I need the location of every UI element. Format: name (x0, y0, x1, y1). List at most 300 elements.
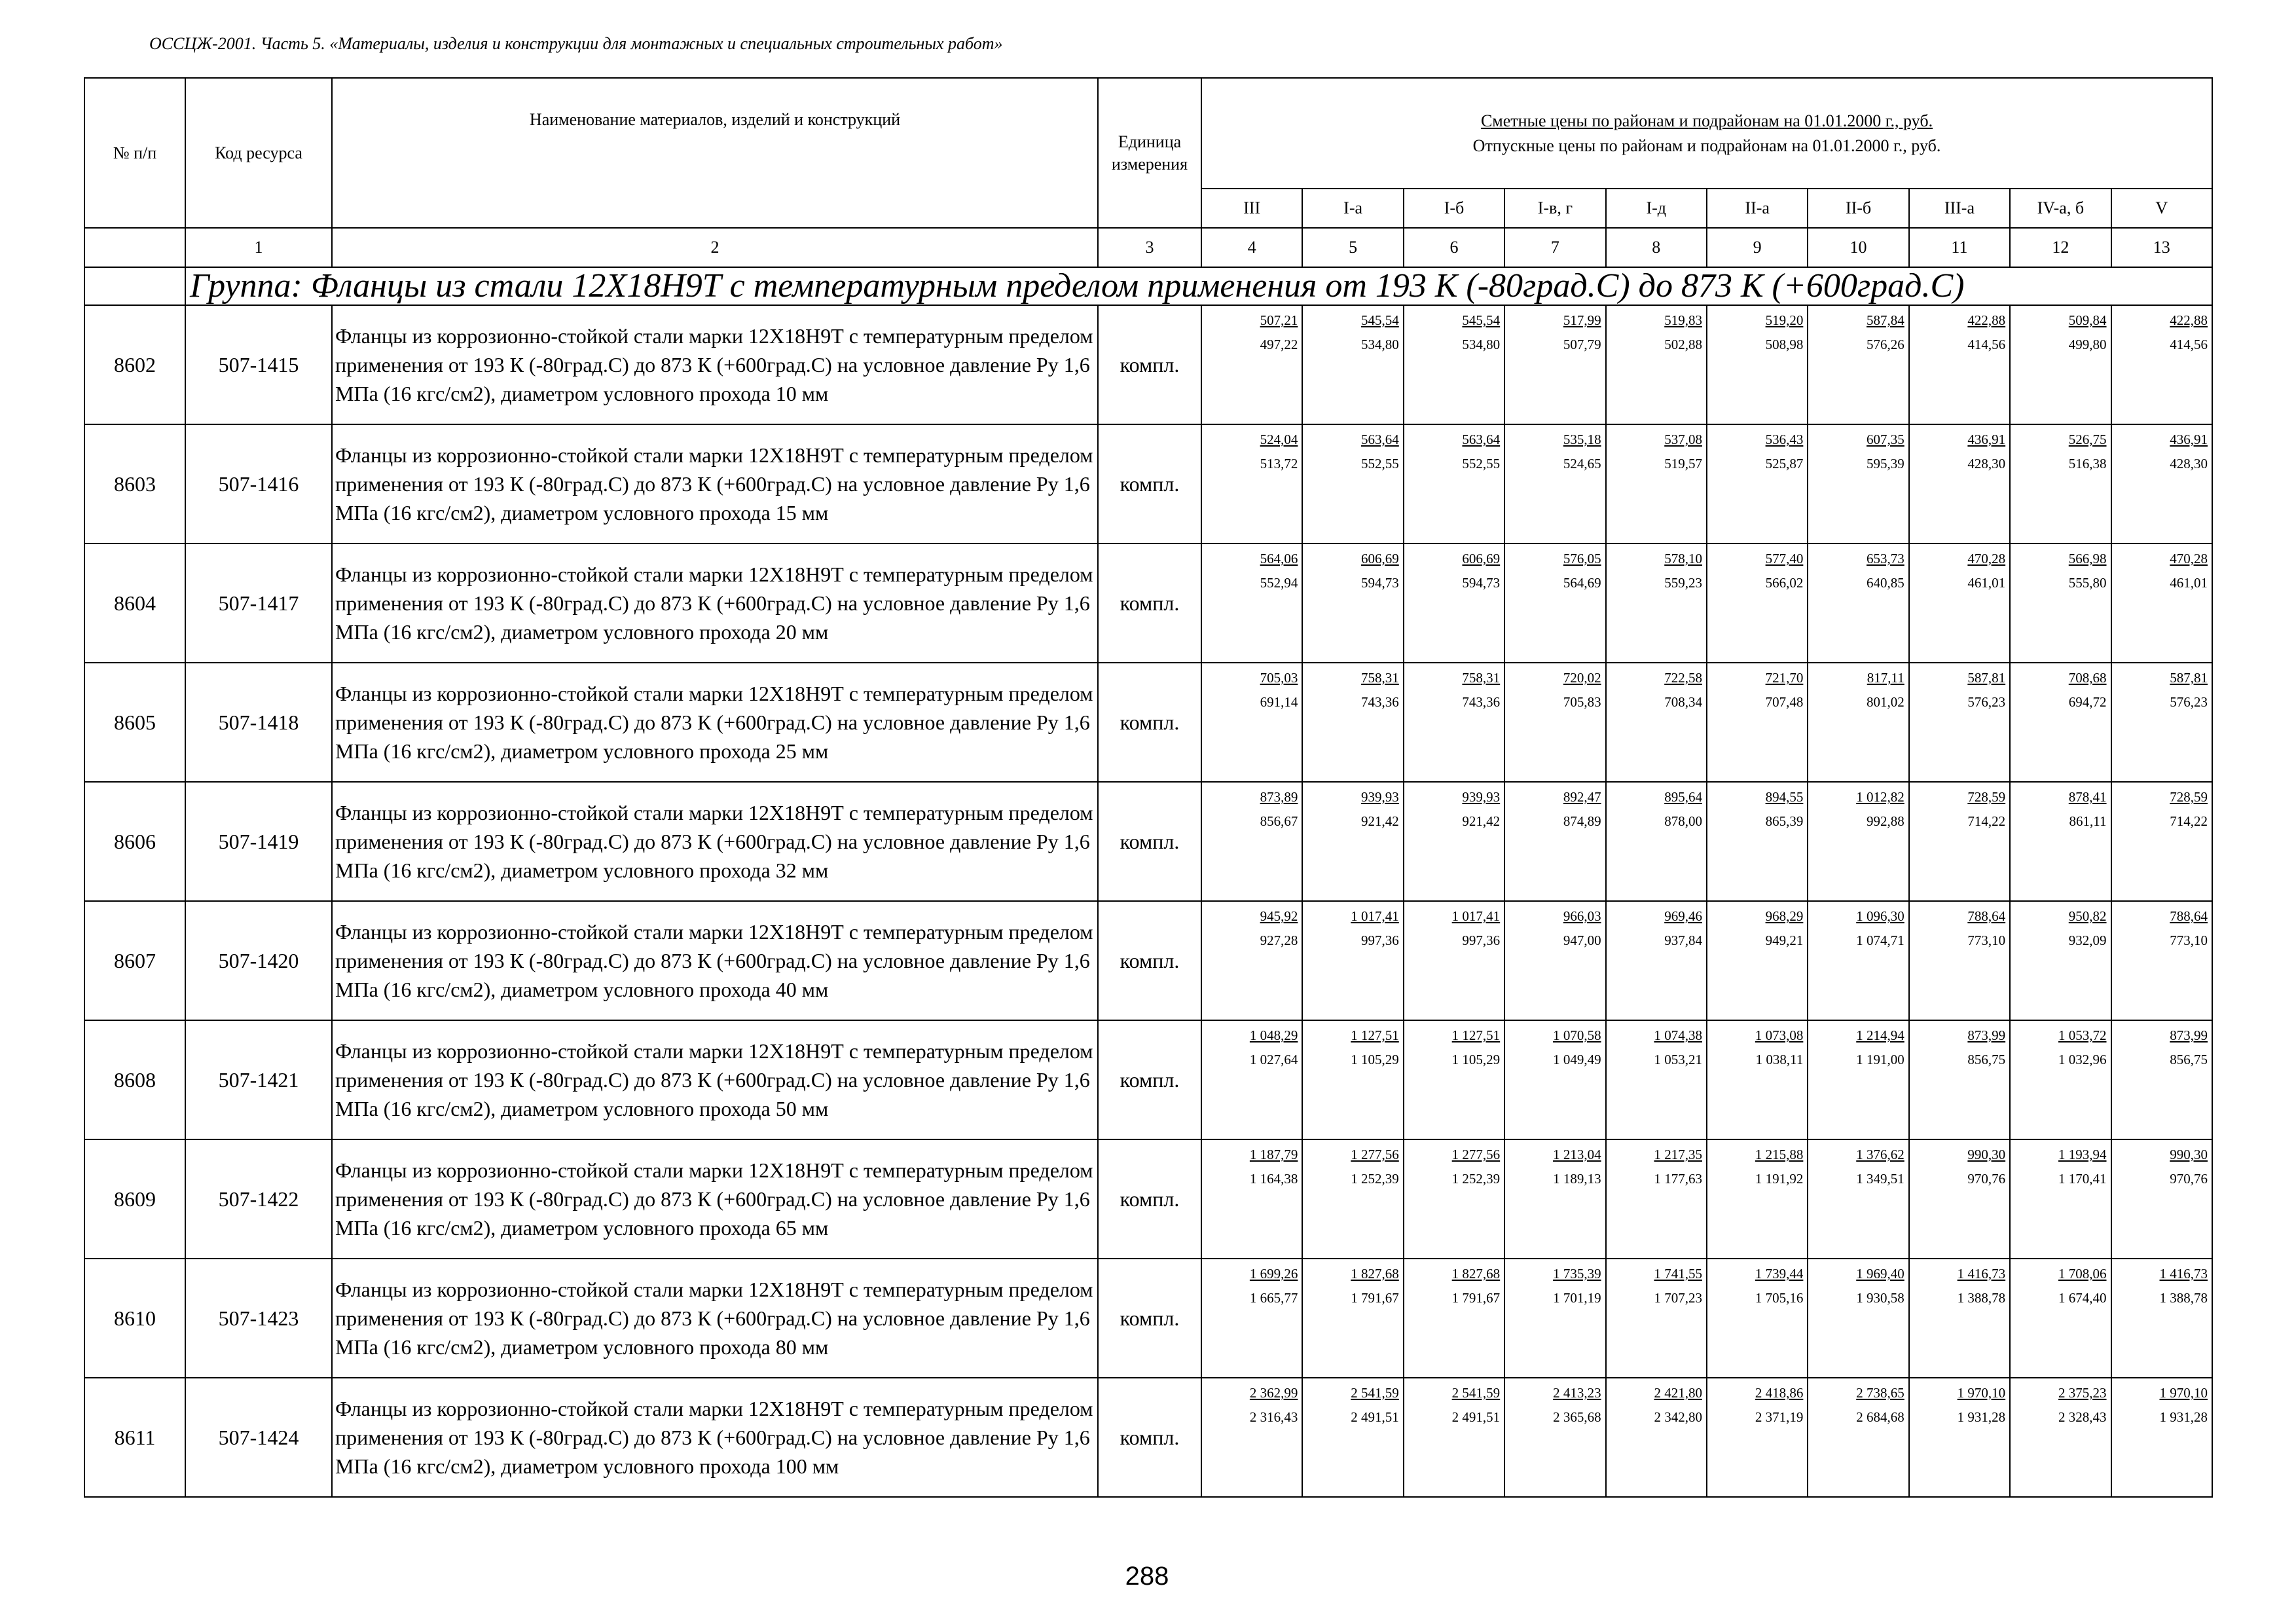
header-region: III-а (1909, 189, 2010, 228)
header-region: I-в, г (1504, 189, 1605, 228)
release-price: 1 053,21 (1654, 1051, 1702, 1067)
resource-code: 507-1418 (185, 663, 332, 782)
price-cell (1707, 1020, 1808, 1139)
estimate-price: 895,64 (1664, 789, 1702, 805)
price-cell (1404, 1378, 1504, 1497)
release-price: 1 170,41 (2058, 1170, 2107, 1187)
price-cell (1606, 305, 1707, 424)
estimate-price: 653,73 (1866, 551, 1904, 566)
price-cell (1606, 782, 1707, 901)
estimate-price: 1 193,94 (2058, 1147, 2107, 1162)
estimate-price: 2 375,23 (2058, 1385, 2107, 1401)
column-number: 4 (1201, 228, 1302, 267)
estimate-price: 990,30 (1967, 1147, 2006, 1162)
estimate-price: 873,99 (1967, 1027, 2006, 1043)
row-number: 8611 (84, 1378, 185, 1497)
resource-code: 507-1424 (185, 1378, 332, 1497)
price-cell (1707, 782, 1808, 901)
resource-code: 507-1420 (185, 901, 332, 1020)
release-price: 552,94 (1260, 574, 1298, 591)
header-region: I-б (1404, 189, 1504, 228)
estimate-price: 1 017,41 (1351, 908, 1399, 924)
estimate-price: 817,11 (1867, 670, 1904, 686)
estimate-price: 1 012,82 (1856, 789, 1904, 805)
estimate-price: 470,28 (1967, 551, 2006, 566)
running-header: ОССЦЖ-2001. Часть 5. «Материалы, изделия и конструкции для монтажных и специальных строительных работ» (149, 34, 1003, 53)
estimate-price: 2 362,99 (1249, 1385, 1298, 1401)
price-cell (2111, 1139, 2213, 1259)
price-cell (1606, 901, 1707, 1020)
price-cell (1302, 1259, 1403, 1378)
estimate-price: 606,69 (1361, 551, 1399, 566)
release-price: 932,09 (2068, 932, 2107, 948)
price-cell (1302, 901, 1403, 1020)
table-row (84, 782, 2212, 901)
price-cell (2111, 901, 2213, 1020)
estimate-price: 578,10 (1664, 551, 1702, 566)
estimate-price: 878,41 (2068, 789, 2107, 805)
release-price: 865,39 (1765, 813, 1804, 829)
price-cell (2010, 782, 2111, 901)
release-price: 2 316,43 (1249, 1409, 1298, 1425)
release-price: 921,42 (1462, 813, 1501, 829)
release-price: 1 791,67 (1451, 1289, 1501, 1306)
release-price: 576,23 (1967, 693, 2006, 710)
price-cell (1404, 424, 1504, 544)
estimate-price: 509,84 (2068, 312, 2107, 328)
release-price: 743,36 (1361, 693, 1399, 710)
price-cell (1909, 544, 2010, 663)
price-cell (1404, 901, 1504, 1020)
price-cell (1909, 901, 2010, 1020)
release-price: 461,01 (1967, 574, 2006, 591)
estimate-price: 758,31 (1361, 670, 1399, 686)
price-cell (1707, 663, 1808, 782)
estimate-price: 705,03 (1260, 670, 1298, 686)
price-cell (1504, 901, 1605, 1020)
estimate-price: 968,29 (1765, 908, 1804, 924)
estimate-price: 436,91 (1967, 432, 2006, 447)
release-price: 595,39 (1866, 455, 1904, 471)
estimate-price: 1 376,62 (1856, 1147, 1904, 1162)
price-cell (1201, 1139, 1302, 1259)
release-price: 997,36 (1462, 932, 1501, 948)
release-price: 874,89 (1563, 813, 1601, 829)
price-cell (2010, 1139, 2111, 1259)
header-name: Наименование материалов, изделий и конструкций (332, 78, 1098, 228)
table-row (84, 1020, 2212, 1139)
release-price: 992,88 (1866, 813, 1904, 829)
estimate-price: 1 127,51 (1451, 1027, 1501, 1043)
material-name: Фланцы из коррозионно-стойкой стали марки 12Х18Н9Т с температурным пределом применения от 193 К (-80град.С) до 873 К (+600град.С) на условное давление Ру 1,6 МПа (16 кгс/см2), диаметром условного прохода 50 мм (332, 1020, 1098, 1139)
release-price: 856,67 (1260, 813, 1298, 829)
estimate-price: 2 421,80 (1654, 1385, 1702, 1401)
table-row (84, 305, 2212, 424)
price-cell (1201, 1378, 1302, 1497)
price-cell (1808, 1259, 1908, 1378)
column-number: 10 (1808, 228, 1908, 267)
estimate-price: 1 741,55 (1654, 1266, 1702, 1282)
column-number: 5 (1302, 228, 1403, 267)
unit-of-measure: компл. (1098, 1259, 1201, 1378)
release-price: 708,34 (1664, 693, 1702, 710)
price-cell (1504, 663, 1605, 782)
unit-of-measure: компл. (1098, 305, 1201, 424)
header-region: III (1201, 189, 1302, 228)
header-num: № п/п (84, 78, 185, 228)
release-price: 2 365,68 (1553, 1409, 1601, 1425)
estimate-price: 1 970,10 (1957, 1385, 2006, 1401)
price-cell (1606, 1020, 1707, 1139)
release-price: 691,14 (1260, 693, 1298, 710)
estimate-price: 720,02 (1563, 670, 1601, 686)
estimate-price: 894,55 (1765, 789, 1804, 805)
price-cell (1504, 782, 1605, 901)
estimate-price: 524,04 (1260, 432, 1298, 447)
estimate-price: 939,93 (1462, 789, 1501, 805)
column-number-blank (84, 228, 185, 267)
price-cell (1808, 901, 1908, 1020)
estimate-price: 1 277,56 (1451, 1147, 1501, 1162)
estimate-price: 708,68 (2068, 670, 2107, 686)
release-price: 2 371,19 (1755, 1409, 1804, 1425)
estimate-price: 526,75 (2068, 432, 2107, 447)
estimate-price: 422,88 (1967, 312, 2006, 328)
price-cell (1909, 1139, 2010, 1259)
material-name: Фланцы из коррозионно-стойкой стали марки 12Х18Н9Т с температурным пределом применения от 193 К (-80град.С) до 873 К (+600град.С) на условное давление Ру 1,6 МПа (16 кгс/см2), диаметром условного прохода 10 мм (332, 305, 1098, 424)
price-cell (1201, 782, 1302, 901)
estimate-price: 2 413,23 (1553, 1385, 1601, 1401)
price-cell (1302, 544, 1403, 663)
price-cell (2111, 544, 2213, 663)
header-code: Код ресурса (185, 78, 332, 228)
release-price: 1 191,92 (1755, 1170, 1804, 1187)
release-price: 1 252,39 (1351, 1170, 1399, 1187)
estimate-price: 1 017,41 (1451, 908, 1501, 924)
price-cell (2111, 1020, 2213, 1139)
unit-of-measure: компл. (1098, 1378, 1201, 1497)
price-cell (1707, 1259, 1808, 1378)
price-cell (2010, 1020, 2111, 1139)
material-name: Фланцы из коррозионно-стойкой стали марки 12Х18Н9Т с температурным пределом применения от 193 К (-80град.С) до 873 К (+600град.С) на условное давление Ру 1,6 МПа (16 кгс/см2), диаметром условного прохода 25 мм (332, 663, 1098, 782)
estimate-price: 1 708,06 (2058, 1266, 2107, 1282)
estimate-price: 788,64 (2170, 908, 2208, 924)
release-price: 497,22 (1260, 336, 1298, 352)
row-number: 8607 (84, 901, 185, 1020)
release-price: 2 684,68 (1856, 1409, 1904, 1425)
release-price: 555,80 (2068, 574, 2107, 591)
estimate-price: 990,30 (2170, 1147, 2208, 1162)
release-price: 1 038,11 (1755, 1051, 1804, 1067)
release-price: 707,48 (1765, 693, 1804, 710)
estimate-price: 1 213,04 (1553, 1147, 1601, 1162)
price-cell (2010, 305, 2111, 424)
table-row (84, 1139, 2212, 1259)
release-price: 534,80 (1462, 336, 1501, 352)
header-region: V (2111, 189, 2213, 228)
estimate-price: 507,21 (1260, 312, 1298, 328)
price-cell (1707, 544, 1808, 663)
price-cell (2111, 1378, 2213, 1497)
price-cell (1302, 663, 1403, 782)
price-cell (1302, 1139, 1403, 1259)
estimate-price: 788,64 (1967, 908, 2006, 924)
price-cell (1404, 1259, 1504, 1378)
release-price: 949,21 (1765, 932, 1804, 948)
release-price: 743,36 (1462, 693, 1501, 710)
estimate-price: 1 217,35 (1654, 1147, 1702, 1162)
row-number: 8604 (84, 544, 185, 663)
estimate-price: 566,98 (2068, 551, 2107, 566)
release-price: 1 252,39 (1451, 1170, 1501, 1187)
price-cell (1504, 1259, 1605, 1378)
release-price: 2 491,51 (1351, 1409, 1399, 1425)
release-price: 714,22 (2170, 813, 2208, 829)
estimate-price: 536,43 (1765, 432, 1804, 447)
estimate-price: 576,05 (1563, 551, 1601, 566)
price-cell (2111, 663, 2213, 782)
release-price: 1 191,00 (1856, 1051, 1904, 1067)
estimate-price: 1 827,68 (1451, 1266, 1501, 1282)
row-number: 8603 (84, 424, 185, 544)
release-price: 1 665,77 (1249, 1289, 1298, 1306)
estimate-price: 892,47 (1563, 789, 1601, 805)
price-cell (1302, 1378, 1403, 1497)
price-cell (1707, 1139, 1808, 1259)
table-body (84, 267, 2212, 1497)
price-cell (1909, 1378, 2010, 1497)
table-row (84, 544, 2212, 663)
estimate-price: 607,35 (1866, 432, 1904, 447)
unit-of-measure: компл. (1098, 663, 1201, 782)
estimate-price: 1 074,38 (1654, 1027, 1702, 1043)
price-cell (1808, 424, 1908, 544)
price-cell (1504, 1139, 1605, 1259)
estimate-price: 587,84 (1866, 312, 1904, 328)
price-cell (1504, 1378, 1605, 1497)
price-cell (1606, 544, 1707, 663)
price-cell (1606, 1259, 1707, 1378)
price-cell (2010, 1259, 2111, 1378)
price-cell (1909, 782, 2010, 901)
estimate-price: 1 214,94 (1856, 1027, 1904, 1043)
release-price: 640,85 (1866, 574, 1904, 591)
estimate-price: 1 699,26 (1249, 1266, 1298, 1282)
estimate-price: 1 416,73 (1957, 1266, 2006, 1282)
column-number: 1 (185, 228, 332, 267)
price-cell (1302, 305, 1403, 424)
estimate-price: 1 215,88 (1755, 1147, 1804, 1162)
release-price: 2 342,80 (1654, 1409, 1702, 1425)
price-cell (1606, 663, 1707, 782)
price-cell (2111, 305, 2213, 424)
estimate-price: 545,54 (1361, 312, 1399, 328)
release-price: 576,23 (2170, 693, 2208, 710)
estimate-price: 519,20 (1765, 312, 1804, 328)
release-price: 1 164,38 (1249, 1170, 1298, 1187)
resource-code: 507-1416 (185, 424, 332, 544)
header-prices (1201, 78, 2212, 189)
release-price: 856,75 (2170, 1051, 2208, 1067)
resource-code: 507-1419 (185, 782, 332, 901)
release-price: 525,87 (1765, 455, 1804, 471)
estimate-price: 1 827,68 (1351, 1266, 1399, 1282)
release-price: 1 674,40 (2058, 1289, 2107, 1306)
release-price: 519,57 (1664, 455, 1702, 471)
header-region: I-а (1302, 189, 1403, 228)
price-cell (2111, 424, 2213, 544)
header-region: I-д (1606, 189, 1707, 228)
price-cell (1302, 424, 1403, 544)
estimate-price: 728,59 (2170, 789, 2208, 805)
release-price: 513,72 (1260, 455, 1298, 471)
price-cell (2010, 901, 2111, 1020)
price-cell (1909, 305, 2010, 424)
release-price: 1 791,67 (1351, 1289, 1399, 1306)
row-number: 8606 (84, 782, 185, 901)
estimate-price: 728,59 (1967, 789, 2006, 805)
header-prices-estimate: Сметные цены по районам и подрайонам на 01.01.2000 г., руб. (1480, 111, 1933, 130)
estimate-price: 721,70 (1765, 670, 1804, 686)
release-price: 856,75 (1967, 1051, 2006, 1067)
column-number: 3 (1098, 228, 1201, 267)
release-price: 970,76 (2170, 1170, 2208, 1187)
price-cell (1909, 424, 2010, 544)
estimate-price: 939,93 (1361, 789, 1399, 805)
release-price: 1 349,51 (1856, 1170, 1904, 1187)
estimate-price: 966,03 (1563, 908, 1601, 924)
release-price: 1 931,28 (1957, 1409, 2006, 1425)
price-cell (1404, 1139, 1504, 1259)
table-row (84, 663, 2212, 782)
release-price: 1 388,78 (1957, 1289, 2006, 1306)
header-region: II-а (1707, 189, 1808, 228)
header-region: II-б (1808, 189, 1908, 228)
release-price: 1 105,29 (1451, 1051, 1501, 1067)
release-price: 524,65 (1563, 455, 1601, 471)
release-price: 559,23 (1664, 574, 1702, 591)
release-price: 927,28 (1260, 932, 1298, 948)
price-cell (1302, 782, 1403, 901)
column-number: 8 (1606, 228, 1707, 267)
column-number-row (84, 228, 2212, 267)
release-price: 414,56 (1967, 336, 2006, 352)
resource-code: 507-1417 (185, 544, 332, 663)
price-cell (1808, 782, 1908, 901)
estimate-price: 873,99 (2170, 1027, 2208, 1043)
estimate-price: 2 541,59 (1351, 1385, 1399, 1401)
estimate-price: 1 096,30 (1856, 908, 1904, 924)
release-price: 970,76 (1967, 1170, 2006, 1187)
release-price: 801,02 (1866, 693, 1904, 710)
price-table (84, 77, 2213, 1498)
table-row (84, 901, 2212, 1020)
price-cell (2010, 424, 2111, 544)
material-name: Фланцы из коррозионно-стойкой стали марки 12Х18Н9Т с температурным пределом применения от 193 К (-80град.С) до 873 К (+600град.С) на условное давление Ру 1,6 МПа (16 кгс/см2), диаметром условного прохода 65 мм (332, 1139, 1098, 1259)
estimate-price: 1 127,51 (1351, 1027, 1399, 1043)
price-cell (1404, 782, 1504, 901)
release-price: 937,84 (1664, 932, 1702, 948)
price-cell (1504, 424, 1605, 544)
estimate-price: 1 187,79 (1249, 1147, 1298, 1162)
estimate-price: 577,40 (1765, 551, 1804, 566)
price-cell (1707, 424, 1808, 544)
estimate-price: 1 735,39 (1553, 1266, 1601, 1282)
header-unit: Единица измерения (1098, 78, 1201, 228)
estimate-price: 545,54 (1462, 312, 1501, 328)
release-price: 566,02 (1765, 574, 1804, 591)
group-title: Группа: Фланцы из стали 12Х18Н9Т с температурным пределом применения от 193 К (-80град.С) до 873 К (+600град.С) (185, 267, 2212, 305)
price-cell (1808, 663, 1908, 782)
estimate-price: 1 070,58 (1553, 1027, 1601, 1043)
release-price: 594,73 (1361, 574, 1399, 591)
release-price: 502,88 (1664, 336, 1702, 352)
price-cell (2010, 1378, 2111, 1497)
estimate-price: 950,82 (2068, 908, 2107, 924)
row-number: 8609 (84, 1139, 185, 1259)
estimate-price: 606,69 (1462, 551, 1501, 566)
estimate-price: 2 541,59 (1451, 1385, 1501, 1401)
estimate-price: 563,64 (1462, 432, 1501, 447)
price-cell (1808, 305, 1908, 424)
unit-of-measure: компл. (1098, 1139, 1201, 1259)
release-price: 516,38 (2068, 455, 2107, 471)
estimate-price: 1 416,73 (2159, 1266, 2208, 1282)
estimate-price: 1 970,10 (2159, 1385, 2208, 1401)
row-number: 8602 (84, 305, 185, 424)
price-cell (2111, 782, 2213, 901)
release-price: 878,00 (1664, 813, 1702, 829)
material-name: Фланцы из коррозионно-стойкой стали марки 12Х18Н9Т с температурным пределом применения от 193 К (-80град.С) до 873 К (+600град.С) на условное давление Ру 1,6 МПа (16 кгс/см2), диаметром условного прохода 20 мм (332, 544, 1098, 663)
column-number: 7 (1504, 228, 1605, 267)
release-price: 705,83 (1563, 693, 1601, 710)
estimate-price: 436,91 (2170, 432, 2208, 447)
material-name: Фланцы из коррозионно-стойкой стали марки 12Х18Н9Т с температурным пределом применения от 193 К (-80град.С) до 873 К (+600град.С) на условное давление Ру 1,6 МПа (16 кгс/см2), диаметром условного прохода 100 мм (332, 1378, 1098, 1497)
resource-code: 507-1423 (185, 1259, 332, 1378)
price-cell (1302, 1020, 1403, 1139)
release-price: 2 328,43 (2058, 1409, 2107, 1425)
price-cell (2010, 544, 2111, 663)
price-cell (1707, 901, 1808, 1020)
release-price: 921,42 (1361, 813, 1399, 829)
column-number: 9 (1707, 228, 1808, 267)
release-price: 1 930,58 (1856, 1289, 1904, 1306)
release-price: 1 701,19 (1553, 1289, 1601, 1306)
release-price: 773,10 (1967, 932, 2006, 948)
release-price: 576,26 (1866, 336, 1904, 352)
release-price: 534,80 (1361, 336, 1399, 352)
estimate-price: 587,81 (2170, 670, 2208, 686)
estimate-price: 563,64 (1361, 432, 1399, 447)
table-row (84, 1259, 2212, 1378)
release-price: 1 705,16 (1755, 1289, 1804, 1306)
column-number: 6 (1404, 228, 1504, 267)
release-price: 997,36 (1361, 932, 1399, 948)
release-price: 428,30 (1967, 455, 2006, 471)
release-price: 507,79 (1563, 336, 1601, 352)
price-cell (1201, 663, 1302, 782)
row-number: 8608 (84, 1020, 185, 1139)
estimate-price: 519,83 (1664, 312, 1702, 328)
group-row-spacer (84, 267, 185, 305)
release-price: 1 027,64 (1249, 1051, 1298, 1067)
price-cell (1404, 1020, 1504, 1139)
release-price: 564,69 (1563, 574, 1601, 591)
table-row (84, 1378, 2212, 1497)
header-prices-release: Отпускные цены по районам и подрайонам на 01.01.2000 г., руб. (1472, 136, 1941, 155)
unit-of-measure: компл. (1098, 901, 1201, 1020)
price-cell (1808, 1378, 1908, 1497)
